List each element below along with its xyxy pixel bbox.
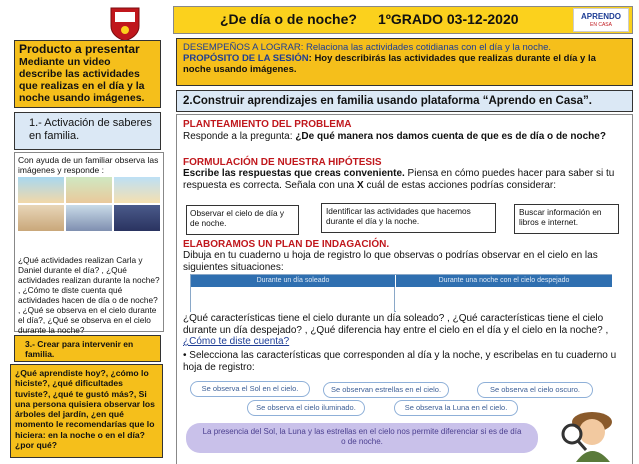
formulacion-bold: Escribe las respuestas que creas conveniente.	[183, 168, 405, 179]
formulacion-text	[183, 168, 631, 191]
school-logo	[108, 6, 142, 42]
product-box	[14, 40, 161, 108]
step3-box	[14, 335, 161, 362]
formulacion-x: X	[357, 179, 364, 191]
planteamiento-prefix: Responde a la pregunta:	[183, 131, 296, 142]
pill-moon[interactable]: Se observa la Luna en el cielo.	[394, 400, 518, 416]
activity-image-6	[114, 205, 160, 231]
plan-title: ELABORAMOS UN PLAN DE INDAGACIÓN.	[183, 239, 390, 250]
step2-box	[176, 90, 633, 112]
option-box-3[interactable]	[514, 204, 619, 234]
logo-text: APRENDO	[580, 12, 621, 21]
step1-questions: ¿Qué actividades realizan Carla y Daniel durante el día? , ¿Qué actividades realizan durante la noche? , ¿Cómo te diste cuenta qué actividades hacen de día o de noche? , ¿Qué se observa en el cielo durante el día?, ¿Qué se observa en el cielo durante la noche?	[18, 255, 160, 335]
sky-questions-text: ¿Qué características tiene el cielo durante un día soleado? , ¿Qué características tiene el cielo durante un día despejado? , ¿Qué diferencia hay entre el cielo en el día y el cielo en la noche? ,	[183, 313, 609, 336]
investigator-icon	[554, 404, 624, 462]
conclusion-band	[186, 423, 538, 453]
bullet-instruction: • Selecciona las características que corresponden al día y la noche, y escribelas en tu cuaderno u hoja de registro:	[183, 350, 617, 373]
activity-image-5	[66, 205, 112, 231]
formulacion-title: FORMULACIÓN DE NUESTRA HIPÓTESIS	[183, 157, 382, 168]
objectives-box	[176, 38, 633, 86]
illustration-grid	[18, 177, 160, 231]
table-header-day: Durante un día soleado	[191, 275, 395, 287]
formulacion-end: cuál de estas acciones podrías considerar:	[363, 179, 557, 191]
pill-bright-sky[interactable]: Se observa el cielo iluminado.	[247, 400, 365, 416]
proposito-text: : Hoy describirás las actividades que realizas durante el día y la noche usando imágenes.	[183, 53, 596, 75]
plan-text: Dibuja en tu cuaderno u hoja de registro lo que observas o podrías observar en el cielo en las siguientes situaciones:	[183, 250, 598, 273]
step3-label: 3.- Crear para intervenir en familia.	[25, 339, 134, 359]
page-title: ¿De día o de noche?	[220, 11, 357, 27]
product-title: Producto a presentar	[19, 42, 140, 56]
step1-intro: Con ayuda de un familiar observa las imágenes y responde :	[18, 155, 159, 175]
pill-sun[interactable]: Se observa el Sol en el cielo.	[190, 381, 310, 397]
table-cell-day	[191, 287, 395, 312]
activity-image-3	[114, 177, 160, 203]
option-box-1[interactable]	[186, 205, 299, 235]
grade-date: 1ºGRADO 03-12-2020	[378, 11, 519, 27]
product-text: Mediante un video describe las actividades que realizas en el día y la noche usando imágenes.	[19, 56, 145, 104]
planteamiento-question	[183, 131, 628, 143]
step1-box	[14, 112, 161, 150]
aprendo-logo	[573, 8, 629, 32]
step3-content	[10, 364, 163, 458]
conclusion-text: La presencia del Sol, la Luna y las estrellas en el cielo nos permite diferenciar si es de día o de noche.	[202, 427, 522, 446]
sky-questions	[183, 313, 631, 348]
logo-subtext: EN CASA	[590, 22, 612, 28]
formulacion-body: Piensa en cómo puedes hacer para saber si tu respuesta es correcta. Señala con una	[183, 168, 615, 191]
proposito-label: PROPÓSITO DE LA SESIÓN	[183, 53, 309, 64]
activity-image-1	[18, 177, 64, 203]
desempenos-text: : Relaciona las actividades cotidianas con el día y la noche.	[300, 42, 552, 53]
step3-text: ¿Qué aprendiste hoy?, ¿cómo lo hiciste?, ¿qué dificultades tuviste?, ¿qué te gustó más?, Si una persona quisiera observar los árboles del jardín, ¿en qué momento le recomendarías que lo hiciera: en la noche o en el día?¿por qué?	[15, 368, 155, 451]
option-text-3: Buscar información en libros e internet.	[519, 207, 602, 227]
desempenos-label: DESEMPEÑOS A LOGRAR	[183, 42, 301, 53]
table-header-night: Durante una noche con el cielo despejado	[396, 275, 612, 287]
option-text-2: Identificar las actividades que hacemos durante el día y la noche.	[326, 206, 471, 226]
option-box-2[interactable]	[321, 203, 496, 233]
step1-label: 1.- Activación de saberes en familia.	[29, 117, 152, 142]
pill-dark-sky[interactable]: Se observa el cielo oscuro.	[477, 382, 593, 398]
activity-image-2	[66, 177, 112, 203]
option-text-1: Observar el cielo de día y de noche.	[190, 208, 285, 228]
table-cell-night	[396, 287, 612, 312]
activity-image-4	[18, 205, 64, 231]
planteamiento-title: PLANTEAMIENTO DEL PROBLEMA	[183, 119, 352, 130]
observation-table	[190, 274, 612, 312]
pill-stars[interactable]: Se observan estrellas en el cielo.	[323, 382, 449, 398]
step1-content	[14, 152, 164, 335]
step2-label: 2.Construir aprendizajes en familia usando plataforma “Aprendo en Casa”.	[183, 95, 592, 107]
planteamiento-text: ¿De qué manera nos damos cuenta de que es de día o de noche?	[295, 131, 606, 142]
sky-questions-end: ¿Cómo te diste cuenta?	[183, 336, 290, 347]
